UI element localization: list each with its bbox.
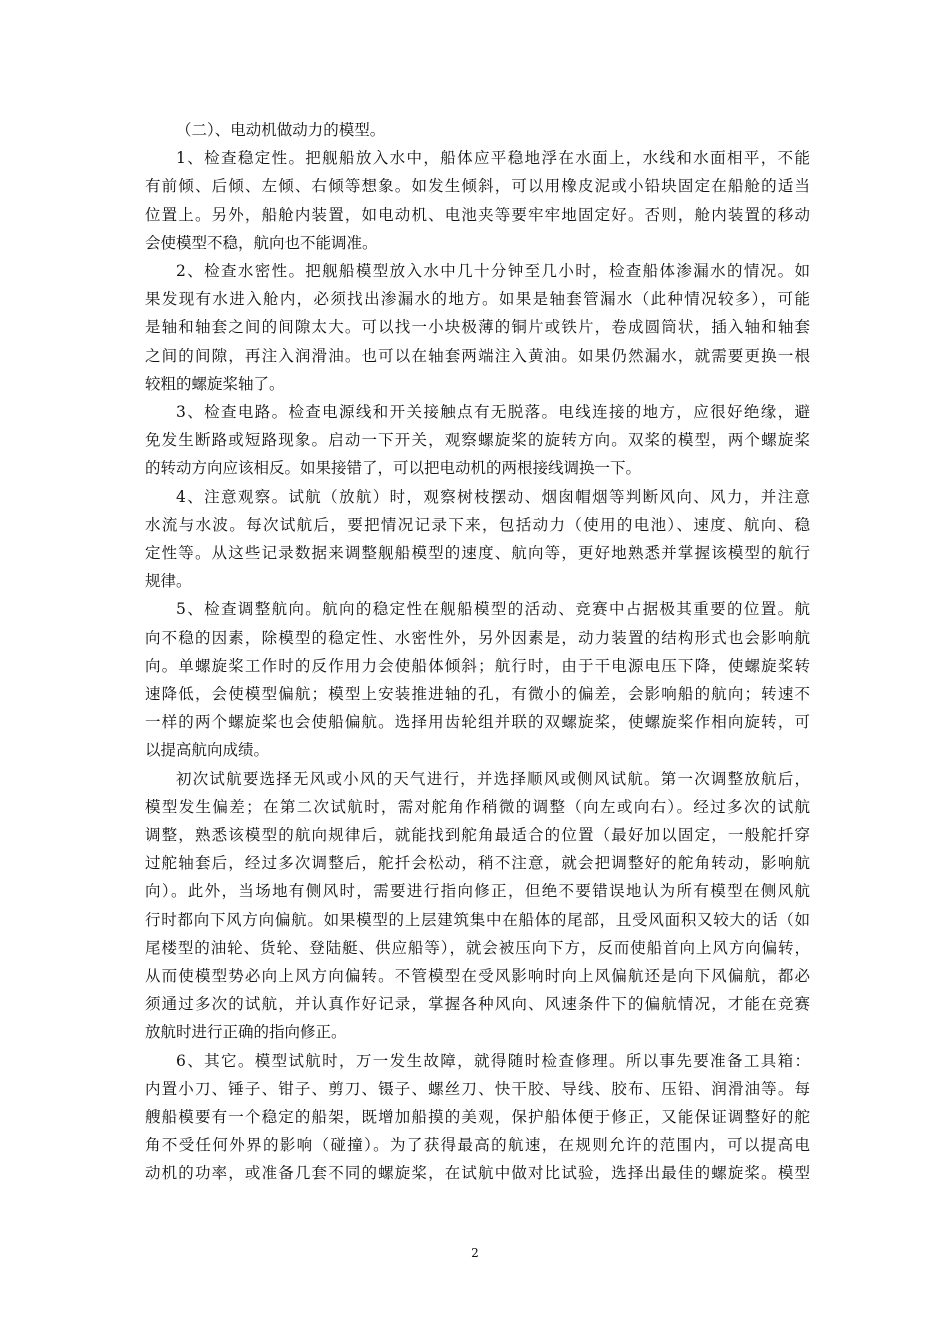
paragraph-line: 放航时进行正确的指向修正。	[145, 1023, 347, 1041]
paragraph-line: 调整，熟悉该模型的航向规律后，就能找到舵角最适合的位置（最好加以固定，一般舵扦穿	[145, 826, 810, 844]
paragraph-line: 有前倾、后倾、左倾、右倾等想象。如发生倾斜，可以用橡皮泥或小铅块固定在船舱的适当	[145, 177, 810, 195]
paragraph-line: 模型发生偏差；在第二次试航时，需对舵角作稍微的调整（向左或向右）。经过多次的试航	[145, 798, 810, 816]
paragraph-line: 尾楼型的油轮、货轮、登陆艇、供应船等），就会被压向下方，反而使船首向上风方向偏转，	[145, 939, 810, 957]
paragraph-line: 4、注意观察。试航（放航）时，观察树枝摆动、烟囱帽烟等判断风向、风力，并注意	[176, 488, 810, 506]
paragraph-line: 行时都向下风方向偏航。如果模型的上层建筑集中在船体的尾部，且受风面积又较大的话（如	[145, 911, 810, 929]
paragraph-line: 初次试航要选择无风或小风的天气进行，并选择顺风或侧风试航。第一次调整放航后，	[176, 770, 810, 788]
paragraph-line: 艘船模要有一个稳定的船架，既增加船摸的美观，保护船体便于修正，又能保证调整好的舵	[145, 1108, 810, 1126]
section-heading: （二）、电动机做动力的模型。	[176, 121, 386, 139]
paragraph-line: 定性等。从这些记录数据来调整舰船模型的速度、航向等，更好地熟悉并掌握该模型的航行	[145, 544, 810, 562]
paragraph-line: 向。单螺旋桨工作时的反作用力会使船体倾斜；航行时，由于干电源电压下降，使螺旋桨转	[145, 657, 810, 675]
paragraph-line: 向）。此外，当场地有侧风时，需要进行指向修正，但绝不要错误地认为所有模型在侧风航	[145, 882, 810, 900]
paragraph-line: 动机的功率，或准备几套不同的螺旋桨，在试航中做对比试验，选择出最佳的螺旋桨。模型	[145, 1164, 810, 1182]
paragraph-line: 6、其它。模型试航时，万一发生故障，就得随时检查修理。所以事先要准备工具箱：	[176, 1052, 810, 1070]
paragraph-line: 须通过多次的试航，并认真作好记录，掌握各种风向、风速条件下的偏航情况，才能在竞赛	[145, 995, 810, 1013]
paragraph-line: 果发现有水进入舱内，必须找出渗漏水的地方。如果是轴套管漏水（此种情况较多），可能	[145, 290, 810, 308]
paragraph-line: 2、检查水密性。把舰船模型放入水中几十分钟至几小时，检查船体渗漏水的情况。如	[176, 262, 810, 280]
paragraph-line: 之间的间隙，再注入润滑油。也可以在轴套两端注入黄油。如果仍然漏水，就需要更换一根	[145, 347, 810, 365]
paragraph-line: 速降低，会使模型偏航；模型上安装推进轴的孔，有微小的偏差，会影响船的航向；转速不	[145, 685, 810, 703]
paragraph-line: 5、检查调整航向。航向的稳定性在舰船模型的活动、竞赛中占据极其重要的位置。航	[176, 600, 810, 618]
paragraph-line: 会使模型不稳，航向也不能调准。	[145, 234, 378, 252]
paragraph-line: 3、检查电路。检查电源线和开关接触点有无脱落。电线连接的地方，应很好绝缘，避	[176, 403, 810, 421]
paragraph-line: 1、检查稳定性。把舰船放入水中，船体应平稳地浮在水面上，水线和水面相平，不能	[176, 149, 810, 167]
paragraph-line: 的转动方向应该相反。如果接错了，可以把电动机的两根接线调换一下。	[145, 459, 642, 477]
paragraph-line: 从而使模型势必向上风方向偏转。不管模型在受风影响时向上风偏航还是向下风偏航，都必	[145, 967, 810, 985]
paragraph-line: 向不稳的因素，除模型的稳定性、水密性外，另外因素是，动力装置的结构形式也会影响航	[145, 629, 810, 647]
paragraph-line: 位置上。另外，船舱内装置，如电动机、电池夹等要牢牢地固定好。否则，舱内装置的移动	[145, 206, 810, 224]
paragraph-line: 较粗的螺旋桨轴了。	[145, 375, 285, 393]
paragraph-line: 内置小刀、锤子、钳子、剪刀、镊子、螺丝刀、快干胶、导线、胶布、压铅、润滑油等。每	[145, 1080, 810, 1098]
page-number: 2	[471, 1246, 479, 1260]
paragraph-line: 角不受任何外界的影响（碰撞）。为了获得最高的航速，在规则允许的范围内，可以提高电	[145, 1136, 810, 1154]
paragraph-line: 一样的两个螺旋桨也会使船偏航。选择用齿轮组并联的双螺旋桨，使螺旋桨作相向旋转，可	[145, 713, 810, 731]
paragraph-line: 规律。	[145, 572, 192, 590]
paragraph-line: 过舵轴套后，经过多次调整后，舵扦会松动，稍不注意，就会把调整好的舵角转动，影响航	[145, 854, 810, 872]
paragraph-line: 是轴和轴套之间的间隙太大。可以找一小块极薄的铜片或铁片，卷成圆筒状，插入轴和轴套	[145, 318, 810, 336]
paragraph-line: 以提高航向成绩。	[145, 741, 270, 759]
paragraph-line: 水流与水波。每次试航后，要把情况记录下来，包括动力（使用的电池）、速度、航向、稳	[145, 516, 810, 534]
paragraph-line: 免发生断路或短路现象。启动一下开关，观察螺旋桨的旋转方向。双桨的模型，两个螺旋桨	[145, 431, 810, 449]
